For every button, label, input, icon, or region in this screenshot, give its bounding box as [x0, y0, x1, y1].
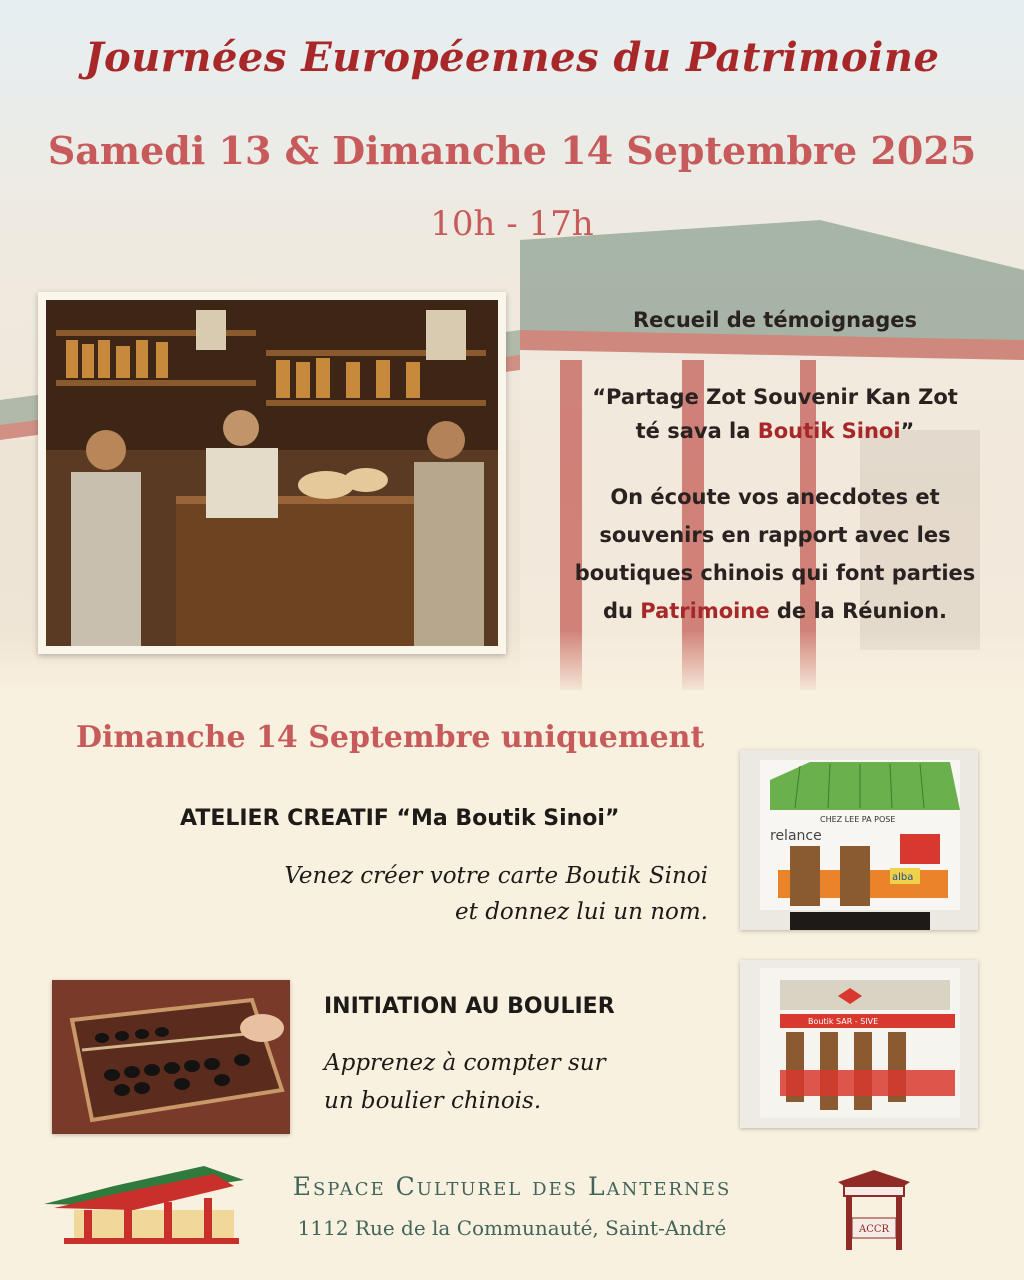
testimony-section	[540, 308, 1010, 630]
atelier-desc-line-1: Venez créer votre carte Boutik Sinoi	[284, 863, 708, 889]
atelier-desc-line-2: et donnez lui un nom.	[455, 899, 708, 925]
sunday-heading: Dimanche 14 Septembre uniquement	[76, 720, 705, 755]
testimony-heading: Recueil de témoignages	[632, 308, 918, 332]
atelier-description	[284, 858, 708, 930]
body-line-2: souvenirs en rapport avec les	[599, 523, 951, 547]
body-line-3: boutiques chinois qui font parties	[574, 561, 976, 585]
body-line-4-post: de la Réunion.	[769, 599, 948, 623]
venue-address: 1112 Rue de la Communauté, Saint-André	[297, 1216, 727, 1240]
card2-sign-text: Boutik SAR - SIVE	[808, 1017, 879, 1026]
body-line-1: On écoute vos anecdotes et	[610, 485, 940, 509]
card1-sign-text: CHEZ LEE PA POSE	[820, 815, 896, 824]
accr-logo-icon	[834, 1168, 914, 1252]
quote-line-2-pre: té sava la	[635, 419, 758, 443]
boutik-card-photo-2	[740, 960, 978, 1128]
accr-logo-text: ACCR	[858, 1224, 890, 1235]
body-line-4-pre: du	[602, 599, 641, 623]
boulier-title: INITIATION AU BOULIER	[324, 994, 615, 1019]
patrimoine-highlight: Patrimoine	[640, 599, 770, 623]
abacus-photo	[52, 980, 290, 1134]
vintage-shop-photo	[38, 292, 506, 654]
quote-line-2-post: ”	[900, 419, 915, 443]
boulier-desc-line-1: Apprenez à compter sur	[324, 1050, 606, 1076]
boulier-desc-line-2: un boulier chinois.	[324, 1088, 542, 1114]
card1-word-text: relance	[770, 828, 822, 844]
venue-name: Espace Culturel des Lanternes	[292, 1172, 732, 1201]
shop-interior-image	[46, 300, 498, 646]
boutik-card-image-1	[740, 750, 978, 930]
card1-brand-text: alba	[892, 872, 914, 883]
event-dates: Samedi 13 & Dimanche 14 Septembre 2025	[47, 128, 977, 173]
event-title: Journées Européennes du Patrimoine	[84, 34, 940, 81]
abacus-image	[52, 980, 290, 1134]
boutik-sinoi-highlight: Boutik Sinoi	[757, 419, 901, 443]
atelier-title: ATELIER CREATIF “Ma Boutik Sinoi”	[180, 806, 620, 831]
testimony-quote	[540, 380, 1010, 448]
quote-line-1: “Partage Zot Souvenir Kan Zot	[592, 385, 958, 409]
boutik-card-image-2	[740, 960, 978, 1128]
boulier-description	[324, 1044, 606, 1120]
testimony-body	[540, 478, 1010, 630]
event-hours: 10h - 17h	[430, 204, 594, 244]
boutik-card-photo-1	[740, 750, 978, 930]
